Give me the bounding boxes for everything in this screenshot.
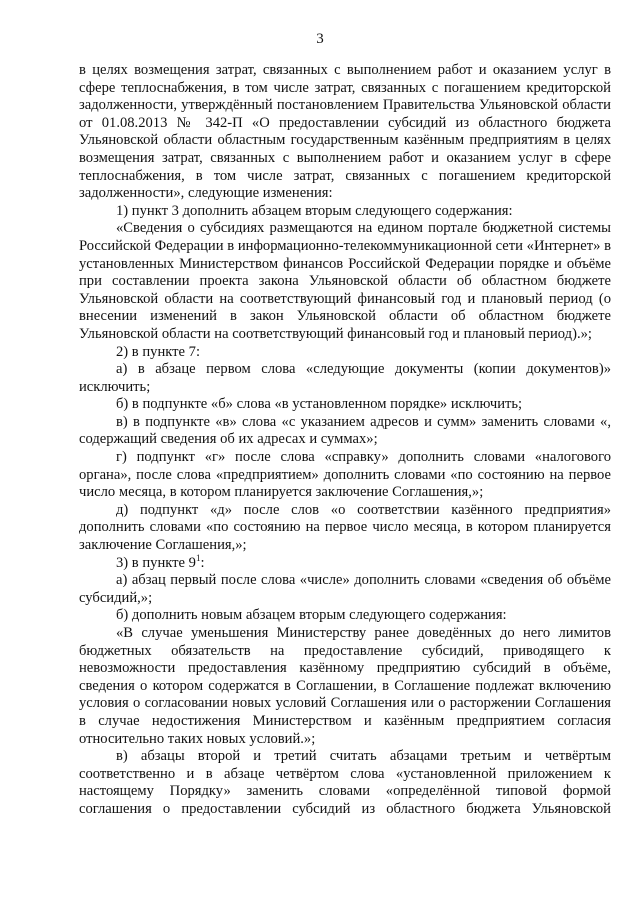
paragraph-item-2a: а) в абзаце первом слова «следующие документы (копии документов)» исключить; [79,361,611,395]
paragraph-item-2d: д) подпункт «д» после слов «о соответствии казённого предприятия» дополнить словами «по состоянию на первое число месяца, в котором планируется заключение Соглашения,»; [79,501,611,554]
item-3-superscript: 1 [195,552,201,563]
paragraph-item-2b: б) в подпункте «б» слова «в установленном порядке» исключить; [116,396,523,413]
page-number: 3 [316,31,324,47]
paragraph-item-2g: г) подпункт «г» после слова «справку» дополнить словами «налогового органа», после слова «предприятием» дополнить словами «по состоянию на первое число месяца, в котором планируется заключение Соглашения,»; [79,449,611,501]
item-3-suffix: : [200,554,205,571]
document-body [79,62,611,819]
item-3-text: 3) в пункте 9 [116,554,196,571]
paragraph-item-2v: в) в подпункте «в» слова «с указанием адресов и сумм» заменить словами «, содержащий сведения об их адресах и суммах»; [79,413,611,448]
paragraph-item-1: 1) пункт 3 дополнить абзацем вторым следующего содержания: [116,202,513,219]
paragraph-quote-subsidies: «Сведения о субсидиях размещаются на едином портале бюджетной системы Российской Федерации в информационно-телекоммуникационной сети «Интернет» в установленных Министерством финансов Российской Федерации порядке и объёме при составлении проекта закона Ульяновской области об областном бюджете Ульяновской области на соответствующий финансовый год и плановый период (о внесении изменений в закон Ульяновской области об областном бюджете Ульяновской области на соответствующий финансовый год и плановый период).»; [79,220,611,342]
paragraph-item-3a: а) абзац первый после слова «числе» дополнить словами «сведения об объёме субсидий,»; [79,572,611,606]
paragraph-intro: в целях возмещения затрат, связанных с выполнением работ и оказанием услуг в сфере теплоснабжения, в том числе затрат, связанных с погашением кредиторской задолженности, утверждённый постановлением Правительства Ульяновской области от 01.08.2013 № 342-П «О предоставлении субсидий из областного бюджета Ульяновской области областным государственным казённым предприятиям в целях возмещения затрат, связанных с выполнением работ и оказанием услуг в сфере теплоснабжения, в том числе затрат, связанных с погашением кредиторской задолженности», следующие изменения: [79,62,611,202]
paragraph-item-3b: б) дополнить новым абзацем вторым следующего содержания: [116,607,507,624]
paragraph-quote-limits: «В случае уменьшения Министерству ранее доведённых до него лимитов бюджетных обязательств на предоставление субсидий, приводящего к невозможности предоставления казённому предприятию субсидий в объёме, сведения о котором содержатся в Соглашении, в Соглашение подлежат включению условия о согласовании новых условий Соглашения или о расторжении Соглашения в случае недостижения Министерством и казённым предприятием согласия относительно таких новых условий.»; [79,625,611,747]
paragraph-item-3 [79,552,611,573]
paragraph-item-3v: в) абзацы второй и третий считать абзацами третьим и четвёртым соответственно и в абзаце четвёртом слова «установленной приложением к настоящему Порядку» заменить словами «определённой типовой формой соглашения о предоставлении субсидий из областного бюджета Ульяновской [79,748,611,817]
paragraph-item-2: 2) в пункте 7: [116,343,201,360]
